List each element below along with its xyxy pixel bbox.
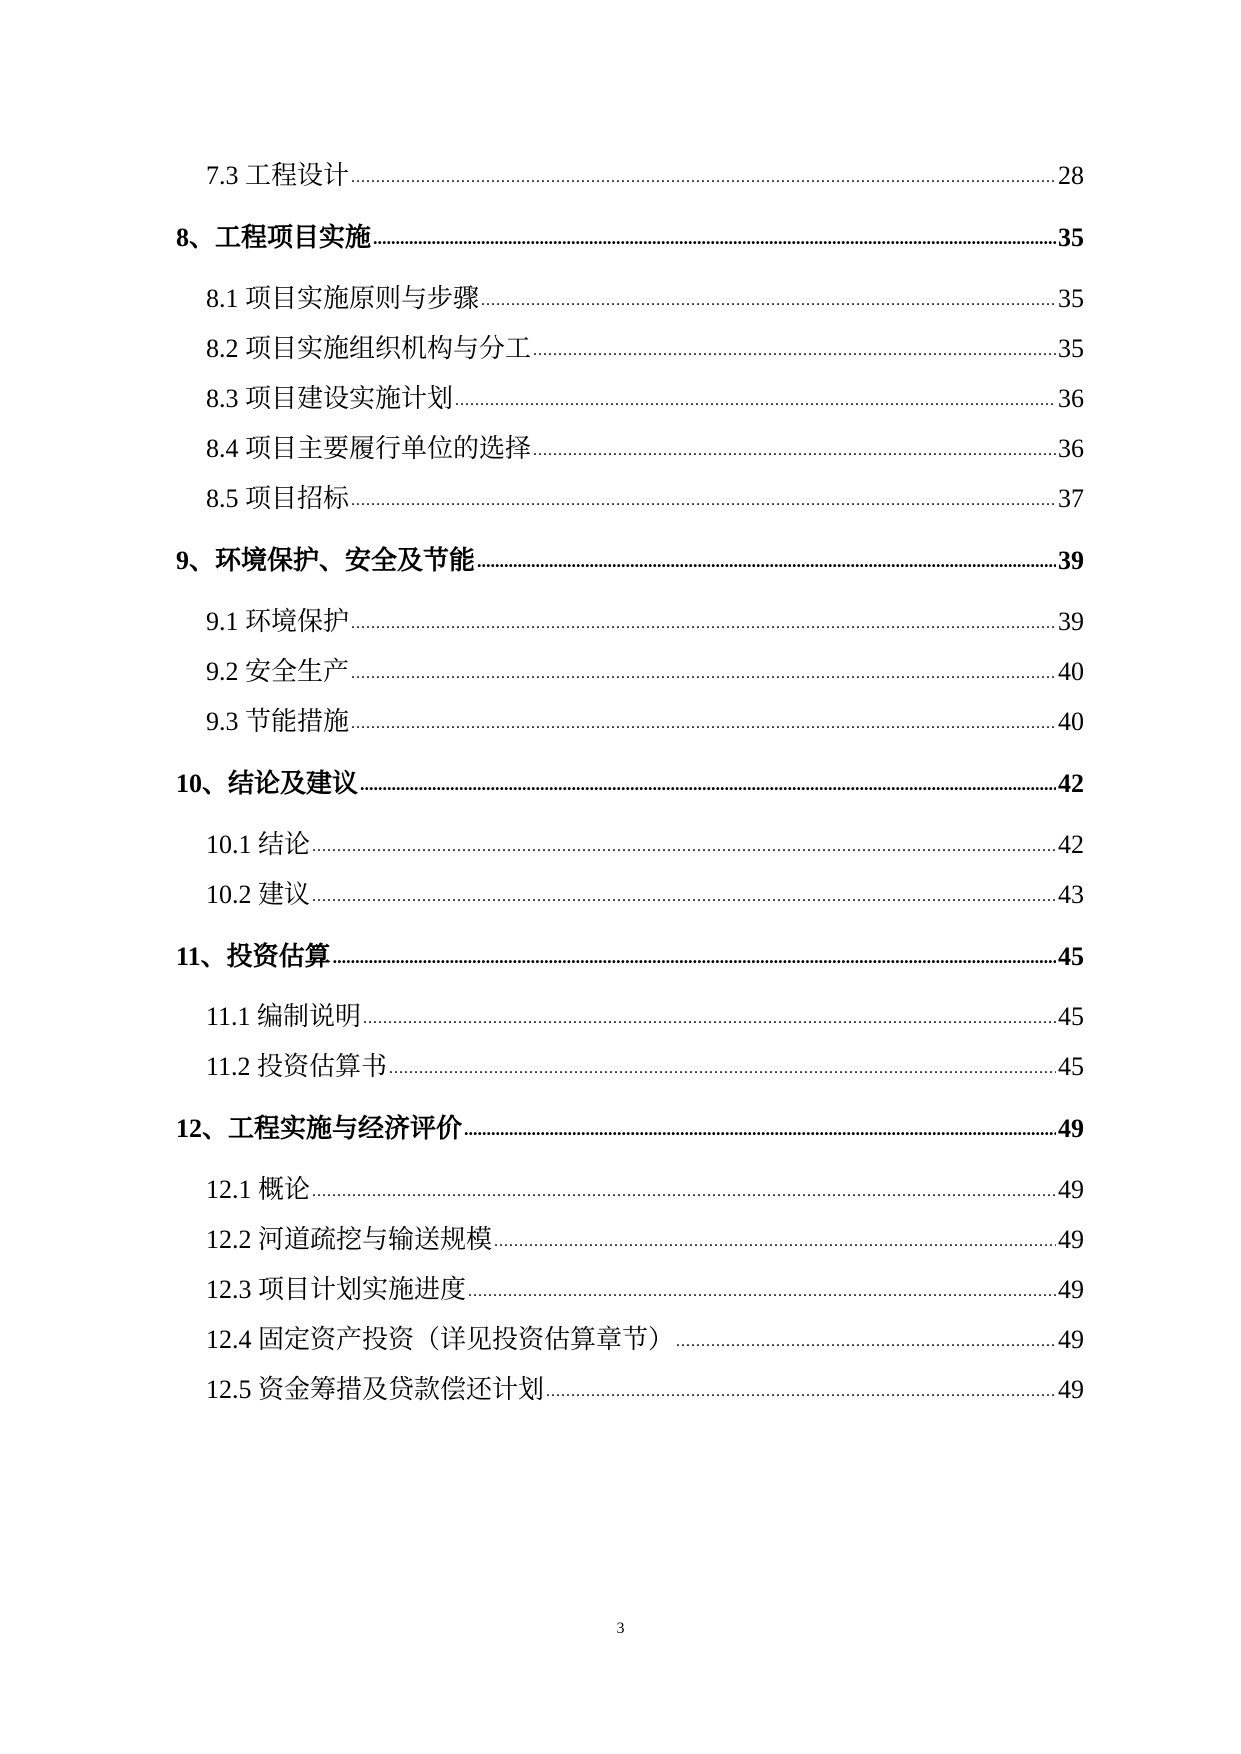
toc-entry-12-2[interactable]: [206, 1220, 1084, 1260]
toc-entry-title: 12.4 固定资产投资（详见投资估算章节）: [206, 1325, 675, 1354]
toc-entry-title: 8.2 项目实施组织机构与分工: [206, 334, 532, 363]
toc-chapter-title: 11、投资估算: [176, 942, 331, 971]
toc-dot-leader: [533, 431, 1056, 471]
toc-dot-leader: [494, 1222, 1056, 1262]
toc-entry-title: 12.2 河道疏挖与输送规模: [206, 1225, 493, 1254]
toc-entry-title: 12.5 资金筹措及贷款偿还计划: [206, 1375, 545, 1404]
toc-dot-leader: [351, 481, 1056, 521]
toc-entry-page: 45: [1058, 1052, 1084, 1081]
toc-entry-page: 43: [1058, 880, 1084, 909]
toc-chapter-title: 9、环境保护、安全及节能: [176, 546, 476, 575]
toc-dot-leader: [351, 604, 1056, 644]
toc-entry-title: 11.1 编制说明: [206, 1002, 362, 1031]
toc-entry-page: 49: [1058, 1375, 1084, 1404]
toc-entry-10-1[interactable]: [206, 825, 1084, 865]
toc-dot-leader: [351, 704, 1056, 744]
toc-entry-title: 12.3 项目计划实施进度: [206, 1275, 467, 1304]
toc-entry-8-3[interactable]: [206, 379, 1084, 419]
toc-chapter-9[interactable]: [176, 541, 1084, 581]
toc-chapter-title: 10、结论及建议: [176, 769, 359, 798]
toc-entry-8-1[interactable]: [206, 279, 1084, 319]
toc-entry-12-5[interactable]: [206, 1370, 1084, 1410]
toc-entry-page: 40: [1058, 707, 1084, 736]
toc-chapter-page: 49: [1058, 1114, 1084, 1143]
toc-entry-title: 9.1 环境保护: [206, 607, 350, 636]
toc-entry-12-3[interactable]: [206, 1270, 1084, 1310]
toc-dot-leader: [312, 1172, 1056, 1212]
toc-entry-12-4[interactable]: [206, 1320, 1084, 1360]
toc-entry-page: 40: [1058, 657, 1084, 686]
toc-entry-title: 8.4 项目主要履行单位的选择: [206, 434, 532, 463]
toc-entry-11-1[interactable]: [206, 997, 1084, 1037]
toc-chapter-page: 39: [1058, 546, 1084, 575]
toc-entry-title: 12.1 概论: [206, 1175, 311, 1204]
toc-chapter-page: 42: [1058, 769, 1084, 798]
toc-entry-9-3[interactable]: [206, 702, 1084, 742]
toc-entry-7-3[interactable]: [206, 156, 1084, 196]
toc-dot-leader: [546, 1372, 1056, 1412]
toc-entry-8-4[interactable]: [206, 429, 1084, 469]
toc-dot-leader: [533, 331, 1056, 371]
page-number: 3: [616, 1620, 625, 1637]
toc-entry-page: 28: [1058, 161, 1084, 190]
toc-entry-title: 10.1 结论: [206, 830, 311, 859]
toc-entry-page: 49: [1058, 1325, 1084, 1354]
toc-entry-title: 8.1 项目实施原则与步骤: [206, 284, 480, 313]
toc-dot-leader: [351, 654, 1056, 694]
toc-dot-leader: [468, 1272, 1056, 1312]
toc-dot-leader: [481, 281, 1056, 321]
toc-entry-12-1[interactable]: [206, 1170, 1084, 1210]
toc-entry-page: 37: [1058, 484, 1084, 513]
toc-dot-leader: [351, 158, 1056, 198]
toc-entry-title: 10.2 建议: [206, 880, 311, 909]
toc-chapter-title: 12、工程实施与经济评价: [176, 1114, 463, 1143]
toc-entry-page: 36: [1058, 384, 1084, 413]
toc-dot-leader: [676, 1322, 1056, 1362]
toc-chapter-8[interactable]: [176, 218, 1084, 258]
toc-dot-leader: [360, 764, 1056, 804]
toc-dot-leader: [455, 381, 1056, 421]
toc-entry-9-1[interactable]: [206, 602, 1084, 642]
toc-dot-leader: [363, 999, 1056, 1039]
toc-entry-title: 11.2 投资估算书: [206, 1052, 388, 1081]
toc-entry-title: 9.3 节能措施: [206, 707, 350, 736]
toc-chapter-12[interactable]: [176, 1109, 1084, 1149]
toc-entry-title: 8.3 项目建设实施计划: [206, 384, 454, 413]
toc-entry-title: 8.5 项目招标: [206, 484, 350, 513]
toc-entry-page: 42: [1058, 830, 1084, 859]
toc-entry-8-5[interactable]: [206, 479, 1084, 519]
toc-entry-title: 7.3 工程设计: [206, 161, 350, 190]
toc-entry-10-2[interactable]: [206, 875, 1084, 915]
toc-dot-leader: [373, 218, 1056, 258]
toc-entry-9-2[interactable]: [206, 652, 1084, 692]
toc-entry-11-2[interactable]: [206, 1047, 1084, 1087]
toc-chapter-page: 35: [1058, 223, 1084, 252]
toc-chapter-11[interactable]: [176, 937, 1084, 977]
toc-entry-page: 36: [1058, 434, 1084, 463]
toc-chapter-title: 8、工程项目实施: [176, 223, 372, 252]
toc-entry-page: 49: [1058, 1225, 1084, 1254]
toc-dot-leader: [464, 1109, 1056, 1149]
toc-entry-page: 49: [1058, 1275, 1084, 1304]
toc-dot-leader: [477, 541, 1056, 581]
toc-entry-8-2[interactable]: [206, 329, 1084, 369]
toc-entry-page: 35: [1058, 284, 1084, 313]
toc-entry-page: 49: [1058, 1175, 1084, 1204]
toc-entry-page: 39: [1058, 607, 1084, 636]
toc-dot-leader: [389, 1049, 1056, 1089]
toc-dot-leader: [333, 937, 1056, 977]
toc-dot-leader: [312, 877, 1056, 917]
toc-dot-leader: [312, 827, 1056, 867]
toc-entry-page: 45: [1058, 1002, 1084, 1031]
toc-chapter-page: 45: [1058, 942, 1084, 971]
toc-entry-title: 9.2 安全生产: [206, 657, 350, 686]
toc-entry-page: 35: [1058, 334, 1084, 363]
toc-chapter-10[interactable]: [176, 764, 1084, 804]
